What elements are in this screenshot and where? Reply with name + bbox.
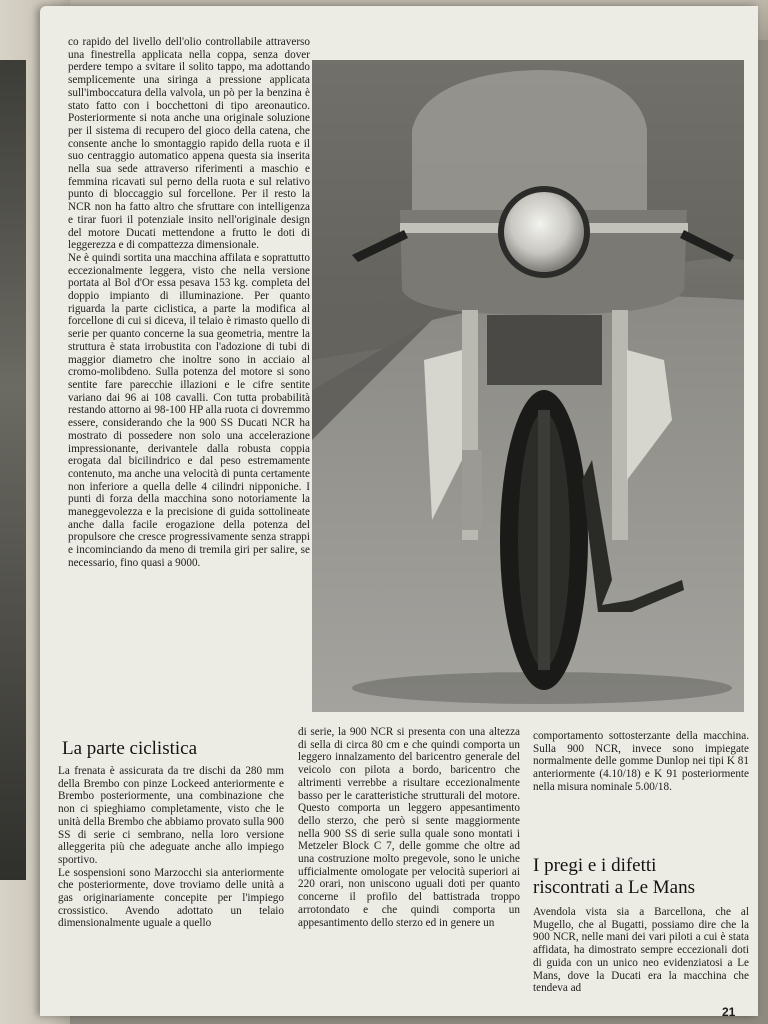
right-column-top: comportamento sottosterzante della macchina. Sulla 900 NCR, invece sono impiegate normalmente delle gomme Dunlop nei tipi K 81 anteriormente (4.10/18) e K 91 posteriormente nella misura nominale 5.00/18.: [533, 730, 749, 793]
motorcycle-photo: [312, 60, 744, 712]
parte-ciclistica-column: La frenata è assicurata da tre dischi da 280 mm della Brembo con pinze Lockeed anteriormente e Brembo posteriormente, una combinazione che non ci spieghiamo completamente, visto che le unità della Brembo che abbiamo provato sulla 900 SS di serie ci sembrano, nella loro versione alleggerita più che adeguate anche allo impiego sportivo. Le sospensioni sono Marzocchi sia anteriormente che posteriormente, dove troviamo delle unità a gas originariamente concepite per l'impiego crossistico. Avendo adottato un telaio dimensionalmente uguale a quello: [58, 765, 284, 930]
previous-page-photo-strip: [0, 60, 26, 880]
motorcycle-illustration: [312, 60, 744, 712]
pregi-difetti-column: Avendola vista sia a Barcellona, che al Mugello, che al Bugatti, possiamo dire che la 900 NCR, nelle mani dei vari piloti a cui è stata affidata, ha dimostrato sempre eccezionali doti di guida con un unico neo evidenziatosi a Le Mans, dove la Ducati era la macchina che tendeva ad: [533, 906, 749, 995]
intro-column: co rapido del livello dell'olio controllabile attraverso una finestrella applicata nella coppa, senza dover perdere tempo a svitare il solito tappo, ma adottando semplicemente una siringa a pressione applicata sull'imboccatura della valvola, un pò per la benzina è stato fatto con i bocchettoni di tipo areonautico. Posteriormente si nota anche una originale soluzione per il sistema di recupero del gioco della catena, che consente anche lo smontaggio rapido della ruota e il suo centraggio automatico appena questa sia inserita nella sua sede attraverso riferimenti a maschio e femmina ricavati sul perno della ruota e sul relativo punto di bloccaggio sul forcellone. Per il resto la NCR non ha fatto altro che sfruttare con intelligenza e tirar fuori il potenziale insito nell'originale design del motore Ducati mettendone a frutto le doti di leggerezza e di compattezza dimensionale. Ne è quindi sortita una macchina affilata e soprattutto eccezionalmente leggera, visto che nella versione portata al Bol d'Or essa pesava 153 kg. completa del doppio impianto di illuminazione. Per quanto riguarda la parte ciclistica, a parte la modifica al forcellone di cui si diceva, il telaio è rimasto quello di serie per quanto concerne la sua geometria, mentre la struttura è stata irrobustita con l'adozione di tubi di maggior diametro che inoltre sono in acciaio al cromo-molibdeno. Sulla potenza del motore si sono sentite fare parecchie illazioni e le cifre sentite variano dai 96 ai 108 cavalli. Con tutta probabilità restando attorno ai 98-100 HP alla ruota ci dovremmo essere, considerando che la 900 SS Ducati NCR ha mostrato di possedere non solo una accelerazione impressionante, derivantele dalla robusta coppia erogata dal bicilindrico e dal peso estremamente contenuto, ma anche una velocità di punta certamente non inferiore a quella delle 4 cilindri nipponiche. I punti di forza della macchina sono notoriamente la maneggevolezza e la precisione di guida sottolineate anche dalla facile erogazione della potenza del propulsore che cresce progressivamente senza strappi e incominciando da meno di tremila giri per salire, se necessario, fino quasi a 9000.: [68, 36, 310, 569]
section-heading-pregi-difetti: I pregi e i difetti riscontrati a Le Mans: [533, 855, 695, 898]
middle-column: di serie, la 900 NCR si presenta con una altezza di sella di circa 80 cm e che quindi comporta un leggero innalzamento del baricentro generale del veicolo con pilota a bordo, baricentro che altrimenti verrebbe a risultare eccezionalmente basso per le caratteristiche strutturali del motore. Questo comporta un leggero appesantimento dello sterzo, che però si sente maggiormente nella 900 SS di serie sulla quale sono montati i Metzeler Block C 7, delle gomme che oltre ad una costruzione molto pregevole, sono le uniche ufficialmente omologate per velocità superiori ai 220 orari, non uniscono uguali doti per quanto concerne il profilo del battistrada troppo arrotondato e che quindi comporta un appesantimento dello sterzo ed in genere un: [298, 726, 520, 929]
page-number: 21: [722, 1005, 736, 1019]
section-heading-parte-ciclistica: La parte ciclistica: [62, 738, 198, 759]
